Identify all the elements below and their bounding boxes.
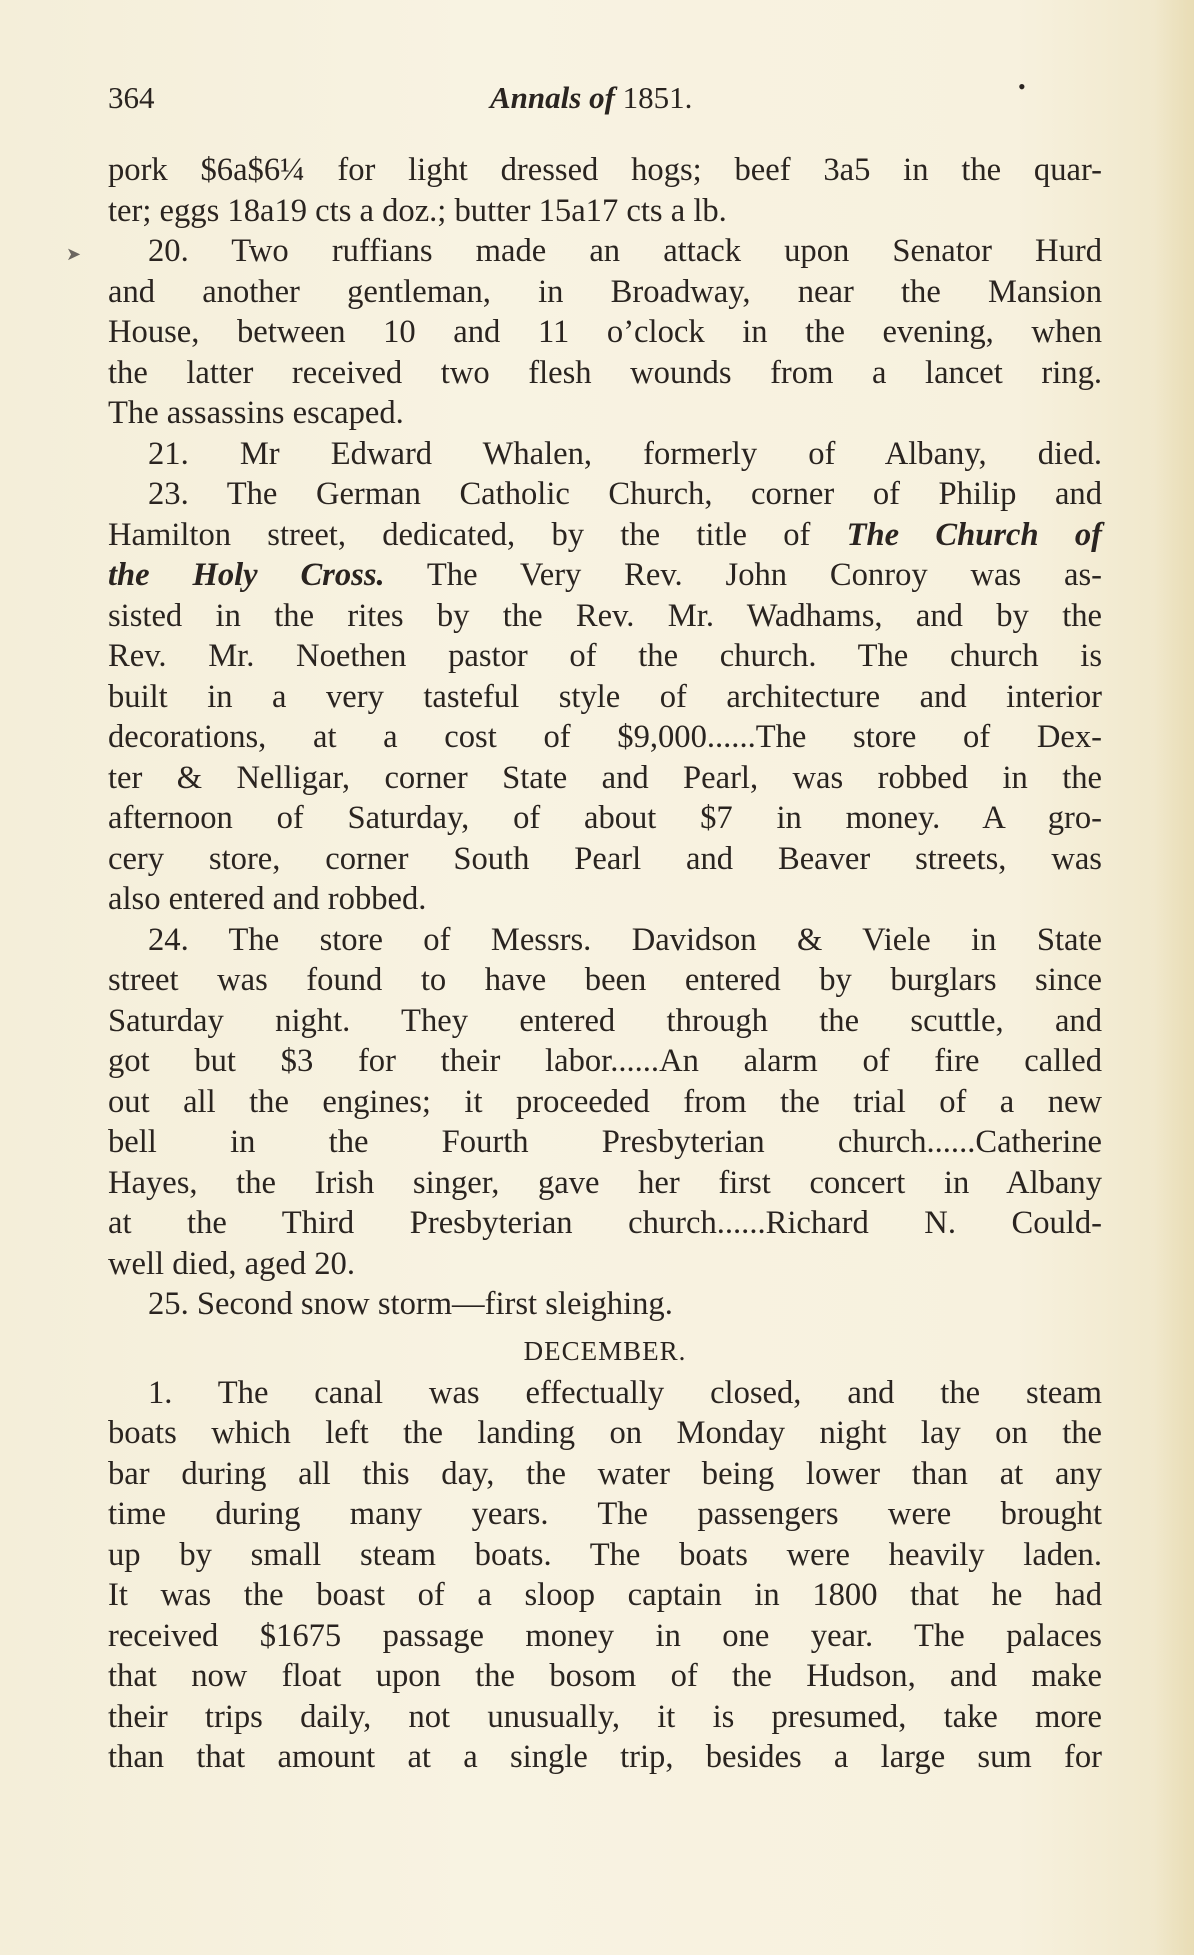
text-line	[108, 515, 1102, 556]
text-line	[108, 1656, 1102, 1697]
text-line	[108, 434, 1102, 475]
text-line	[108, 677, 1102, 718]
text-run: out all the engines; it proceeded from the trial of a new	[108, 1083, 1102, 1120]
text-line	[108, 798, 1102, 839]
text-line	[108, 839, 1102, 880]
text-line	[108, 1494, 1102, 1535]
text-run: got but $3 for their labor......An alarm of fire called	[108, 1043, 1102, 1079]
text-line	[108, 555, 1102, 596]
text-run: sisted in the rites by the Rev. Mr. Wadhams, and by the	[108, 597, 1102, 634]
running-title-italic: Annals of	[490, 80, 615, 115]
text-run: Rev. Mr. Noethen pastor of the church. The church is	[108, 638, 1102, 674]
text-line	[108, 1244, 1102, 1285]
text-line	[108, 1082, 1102, 1123]
text-line	[108, 191, 1102, 232]
text-line	[108, 1001, 1102, 1042]
text-run: bar during all this day, the water being lower than at any	[108, 1455, 1102, 1492]
text-line	[108, 1697, 1102, 1738]
text-line	[108, 1413, 1102, 1454]
running-title	[490, 80, 692, 116]
text-run: boats which left the landing on Monday night lay on the	[108, 1415, 1102, 1451]
text-run: 21. Mr Edward Whalen, formerly of Albany, died.	[148, 435, 1102, 472]
text-run: at the Third Presbyterian church......Richard N. Could-	[108, 1205, 1102, 1241]
text-run: cery store, corner South Pearl and Beaver streets, was	[108, 840, 1102, 877]
page-edge-shadow	[1154, 0, 1194, 1955]
text-line	[108, 1163, 1102, 1204]
text-run: their trips daily, not unusually, it is presumed, take more	[108, 1698, 1102, 1735]
text-run: DECEMBER.	[523, 1335, 687, 1366]
text-line	[108, 312, 1102, 353]
text-run: decorations, at a cost of $9,000......The store of Dex-	[108, 719, 1102, 755]
text-line	[108, 1575, 1102, 1616]
text-line	[108, 231, 1102, 272]
text-run: than that amount at a single trip, besides a large sum for	[108, 1739, 1102, 1775]
text-run: received $1675 passage money in one year. The palaces	[108, 1617, 1102, 1654]
text-line	[108, 353, 1102, 394]
text-line	[108, 272, 1102, 313]
italic-text: the Holy Cross.	[108, 557, 385, 593]
text-line	[108, 596, 1102, 637]
text-run: 1. The canal was effectually closed, and the steam	[148, 1374, 1102, 1411]
text-run: Hayes, the Irish singer, gave her first concert in Albany	[108, 1164, 1102, 1201]
text-line	[108, 150, 1102, 191]
text-line	[108, 393, 1102, 434]
header-dot-mark: •	[1018, 74, 1026, 99]
text-line	[108, 1122, 1102, 1163]
text-run: ter; eggs 18a19 cts a doz.; butter 15a17 cts a lb.	[108, 192, 727, 229]
text-run: that now float upon the bosom of the Hudson, and make	[108, 1658, 1102, 1694]
text-run: It was the boast of a sloop captain in 1800 that he had	[108, 1577, 1102, 1613]
text-line	[108, 1041, 1102, 1082]
text-run: House, between 10 and 11 o’clock in the evening, when	[108, 314, 1102, 350]
text-run: The assassins escaped.	[108, 395, 404, 431]
text-run: 25. Second snow storm—first sleighing.	[148, 1286, 673, 1322]
page-number: 364	[108, 80, 155, 115]
text-run: bell in the Fourth Presbyterian church......Catherine	[108, 1124, 1102, 1160]
running-header	[108, 74, 1108, 124]
text-run: time during many years. The passengers were brought	[108, 1496, 1102, 1532]
margin-arrow-mark: ➤	[66, 244, 82, 264]
text-run: well died, aged 20.	[108, 1245, 355, 1282]
text-run: ter & Nelligar, corner State and Pearl, was robbed in the	[108, 759, 1102, 796]
text-run: and another gentleman, in Broadway, near the Mansion	[108, 273, 1102, 310]
text-run: up by small steam boats. The boats were heavily laden.	[108, 1536, 1102, 1573]
text-line	[108, 879, 1102, 920]
text-line	[108, 1203, 1102, 1244]
text-line	[108, 960, 1102, 1001]
text-run: afternoon of Saturday, of about $7 in money. A gro-	[108, 800, 1102, 836]
text-run: the latter received two flesh wounds from a lancet ring.	[108, 354, 1102, 391]
text-line	[108, 1284, 1102, 1325]
text-run: pork $6a$6¼ for light dressed hogs; beef 3a5 in the quar-	[108, 152, 1102, 188]
text-line	[108, 1616, 1102, 1657]
text-run: 20. Two ruffians made an attack upon Senator Hurd	[148, 233, 1102, 269]
text-line	[108, 1535, 1102, 1576]
text-line	[108, 758, 1102, 799]
text-line	[108, 717, 1102, 758]
text-run: built in a very tasteful style of architecture and interior	[108, 678, 1102, 715]
text-run: Hamilton street, dedicated, by the title of	[108, 516, 847, 553]
text-run: The Very Rev. John Conroy was as-	[384, 557, 1102, 593]
text-line	[108, 636, 1102, 677]
text-line	[108, 920, 1102, 961]
italic-text: The Church of	[846, 516, 1102, 553]
text-line	[108, 1454, 1102, 1495]
text-run: 24. The store of Messrs. Davidson & Viele in State	[148, 921, 1102, 958]
text-run: Saturday night. They entered through the scuttle, and	[108, 1002, 1102, 1039]
text-line	[108, 1373, 1102, 1414]
text-run: also entered and robbed.	[108, 881, 427, 917]
text-run: street was found to have been entered by burglars since	[108, 962, 1102, 998]
text-run: 23. The German Catholic Church, corner of Philip and	[148, 476, 1102, 512]
text-line	[108, 1737, 1102, 1778]
running-title-year: 1851.	[622, 80, 693, 115]
text-line	[108, 474, 1102, 515]
section-heading	[108, 1325, 1102, 1373]
body-text	[108, 150, 1102, 1778]
